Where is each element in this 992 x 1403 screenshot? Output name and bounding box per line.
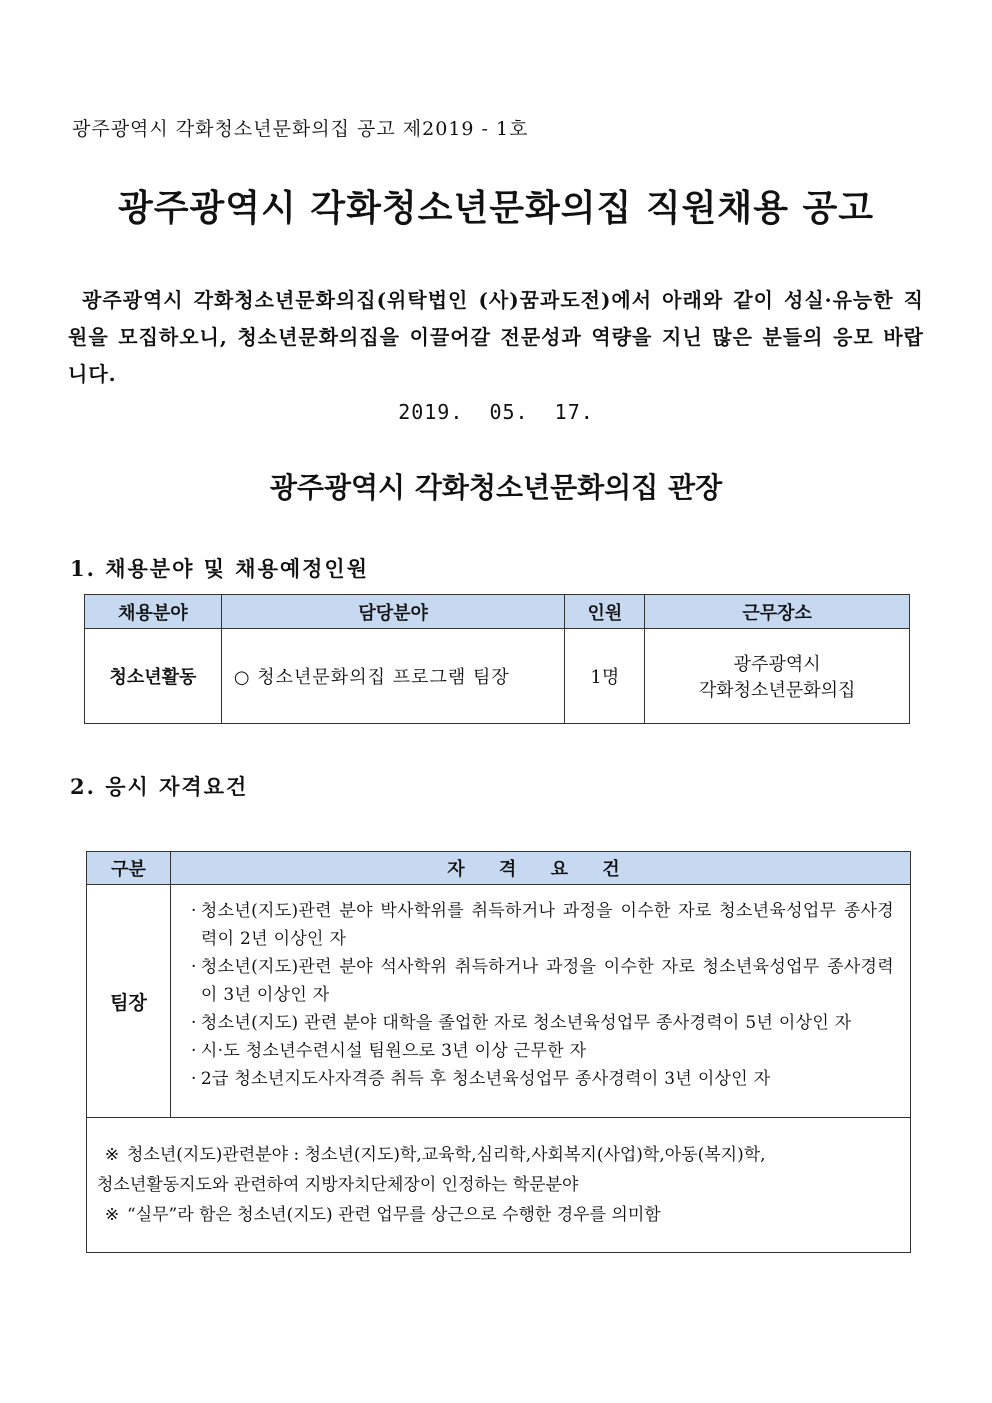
requirement-text: 청소년(지도)관련 분야 석사학위 취득하거나 과정을 이수한 자로 청소년육성업무 종사경력이 3년 이상인 자	[200, 957, 894, 1005]
requirement-item	[187, 1009, 894, 1037]
bullet-dot: ·	[191, 1069, 197, 1089]
table-row	[85, 629, 910, 724]
column-header-field: 채용분야	[85, 595, 222, 629]
column-header-duty: 담당분야	[221, 595, 565, 629]
section-heading-positions: 1. 채용분야 및 채용예정인원	[70, 556, 370, 581]
note-1-line-2: 청소년활동지도와 관련하여 지방자치단체장이 인정하는 학문분야	[97, 1175, 579, 1195]
place-line-2: 각화청소년문화의집	[698, 680, 856, 701]
reference-mark-icon: ※	[104, 1145, 120, 1165]
requirement-item	[187, 897, 894, 953]
cell-field: 청소년활동	[85, 629, 222, 724]
cell-requirements	[170, 885, 910, 1118]
positions-table	[84, 594, 910, 724]
qualifications-table	[86, 851, 911, 1253]
notes-row	[87, 1118, 911, 1253]
bullet-dot: ·	[191, 1041, 197, 1061]
qualifications-table-header	[87, 852, 911, 885]
positions-table-header	[85, 595, 910, 629]
requirement-text: 청소년(지도) 관련 분야 대학을 졸업한 자로 청소년육성업무 종사경력이 5년 이상인 자	[200, 1013, 852, 1033]
cell-place	[645, 629, 910, 724]
cell-duty: ○ 청소년문화의집 프로그램 팀장	[221, 629, 565, 724]
notice-number: 광주광역시 각화청소년문화의집 공고 제2019 - 1호	[72, 118, 529, 140]
place-line-1: 광주광역시	[733, 654, 821, 675]
cell-category: 팀장	[87, 885, 171, 1118]
requirement-text: 2급 청소년지도사자격증 취득 후 청소년육성업무 종사경력이 3년 이상인 자	[200, 1069, 771, 1089]
requirement-text: 시·도 청소년수련시설 팀원으로 3년 이상 근무한 자	[200, 1041, 587, 1061]
intro-paragraph: 광주광역시 각화청소년문화의집(위탁법인 (사)꿈과도전)에서 아래와 같이 성실·유능한 직원을 모집하오니, 청소년문화의집을 이끌어갈 전문성과 역량을 지닌 많은 분들의 응모 바랍니다.	[68, 288, 924, 386]
bullet-dot: ·	[191, 957, 197, 977]
bullet-dot: ·	[191, 901, 197, 921]
requirement-text: 청소년(지도)관련 분야 박사학위를 취득하거나 과정을 이수한 자로 청소년육성업무 종사경력이 2년 이상인 자	[200, 901, 894, 949]
table-row	[87, 885, 911, 1118]
column-header-category: 구분	[87, 852, 171, 885]
column-header-place: 근무장소	[645, 595, 910, 629]
note-2-text: “실무”라 함은 청소년(지도) 관련 업무를 상근으로 수행한 경우를 의미함	[127, 1205, 661, 1225]
page-title: 광주광역시 각화청소년문화의집 직원채용 공고	[117, 188, 875, 229]
note-2	[97, 1200, 894, 1230]
column-header-count: 인원	[565, 595, 645, 629]
requirement-item	[187, 953, 894, 1009]
reference-mark-icon: ※	[104, 1205, 120, 1225]
requirement-item	[187, 1065, 894, 1093]
notes-cell	[87, 1118, 911, 1253]
organization-subtitle: 광주광역시 각화청소년문화의집 관장	[269, 471, 723, 504]
note-1	[97, 1140, 894, 1170]
cell-count: 1명	[565, 629, 645, 724]
section-heading-qualifications: 2. 응시 자격요건	[70, 774, 249, 799]
note-1-line-1: 청소년(지도)관련분야 : 청소년(지도)학,교육학,심리학,사회복지(사업)학,아동(복지)학,	[127, 1145, 766, 1165]
requirement-item	[187, 1037, 894, 1065]
notice-date: 2019. 05. 17.	[398, 400, 594, 424]
column-header-requirements: 자 격 요 건	[170, 852, 910, 885]
bullet-dot: ·	[191, 1013, 197, 1033]
